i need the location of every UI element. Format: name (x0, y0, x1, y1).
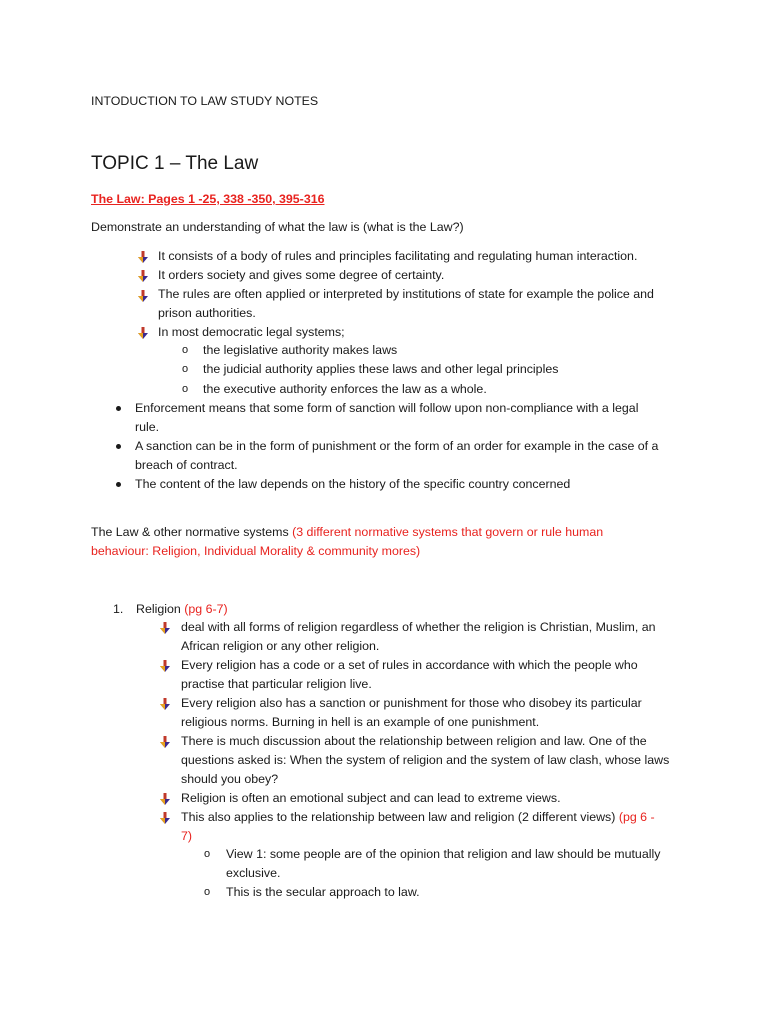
bullet-dot-icon (116, 482, 121, 487)
page-note: (pg 6 - (618, 810, 655, 824)
list-item: Enforcement means that some form of sanction will follow upon non-compliance with a legal (135, 401, 639, 415)
intro-text: Demonstrate an understanding of what the law is (what is the Law?) (91, 220, 464, 234)
circle-bullet-icon: o (182, 363, 189, 375)
list-item-continuation: prison authorities. (158, 306, 256, 320)
circle-bullet-icon: o (182, 383, 189, 395)
religion-pages: (pg 6-7) (184, 602, 228, 616)
arrow-bullet-icon (137, 251, 149, 263)
list-item: Every religion also has a sanction or punishment for those who disobey its particular (181, 696, 642, 710)
list-item: It orders society and gives some degree of certainty. (158, 268, 445, 282)
bullet-dot-icon (116, 406, 121, 411)
document-title: INTODUCTION TO LAW STUDY NOTES (91, 94, 319, 108)
list-number: 1. (113, 602, 124, 616)
religion-heading-text: Religion (136, 602, 185, 616)
list-item (181, 808, 655, 827)
list-item-continuation: breach of contract. (135, 458, 238, 472)
circle-bullet-icon: o (182, 344, 189, 356)
sub-list-item: the executive authority enforces the law as a whole. (203, 382, 487, 396)
list-item-continuation: questions asked is: When the system of religion and the system of law clash, whose laws (181, 753, 670, 767)
arrow-bullet-icon (159, 812, 171, 824)
normative-note: (3 different normative systems that govern or rule human (292, 525, 604, 539)
normative-lead: The Law & other normative systems (91, 525, 293, 539)
sub-list-item: the judicial authority applies these laws and other legal principles (203, 362, 559, 376)
sub-list-item: This is the secular approach to law. (226, 885, 420, 899)
circle-bullet-icon: o (204, 886, 211, 898)
arrow-bullet-icon (137, 290, 149, 302)
arrow-bullet-icon (159, 736, 171, 748)
circle-bullet-icon: o (204, 848, 211, 860)
list-item: The content of the law depends on the history of the specific country concerned (135, 477, 571, 491)
arrow-bullet-icon (159, 698, 171, 710)
sub-list-item: the legislative authority makes laws (203, 343, 398, 357)
sub-list-item: View 1: some people are of the opinion that religion and law should be mutually (226, 847, 661, 861)
topic-heading: TOPIC 1 – The Law (91, 153, 259, 174)
arrow-bullet-icon (137, 327, 149, 339)
arrow-bullet-icon (159, 622, 171, 634)
religion-heading (136, 600, 228, 619)
list-item-text: This also applies to the relationship between law and religion (2 different views) (181, 810, 619, 824)
list-item-continuation: practise that particular religion live. (181, 677, 372, 691)
list-item-continuation: religious norms. Burning in hell is an example of one punishment. (181, 715, 540, 729)
page-note-continuation: 7) (181, 829, 193, 843)
arrow-bullet-icon (159, 793, 171, 805)
list-item: A sanction can be in the form of punishment or the form of an order for example in the case of a (135, 439, 659, 453)
page-reference-link: The Law: Pages 1 -25, 338 -350, 395-316 (91, 192, 325, 206)
list-item-continuation: rule. (135, 420, 160, 434)
list-item: It consists of a body of rules and principles facilitating and regulating human interaction. (158, 249, 638, 263)
list-item: Religion is often an emotional subject and can lead to extreme views. (181, 791, 561, 805)
list-item: There is much discussion about the relationship between religion and law. One of the (181, 734, 647, 748)
list-item-continuation: African religion or any other religion. (181, 639, 380, 653)
list-item: In most democratic legal systems; (158, 325, 345, 339)
list-item: Every religion has a code or a set of rules in accordance with which the people who (181, 658, 638, 672)
list-item-continuation: should you obey? (181, 772, 279, 786)
list-item: The rules are often applied or interpreted by institutions of state for example the police and (158, 287, 654, 301)
list-item: deal with all forms of religion regardless of whether the religion is Christian, Muslim, an (181, 620, 656, 634)
normative-paragraph (91, 523, 603, 542)
arrow-bullet-icon (159, 660, 171, 672)
normative-note-continuation: behaviour: Religion, Individual Morality & community mores) (91, 544, 421, 558)
arrow-bullet-icon (137, 270, 149, 282)
bullet-dot-icon (116, 444, 121, 449)
sub-list-item-continuation: exclusive. (226, 866, 281, 880)
